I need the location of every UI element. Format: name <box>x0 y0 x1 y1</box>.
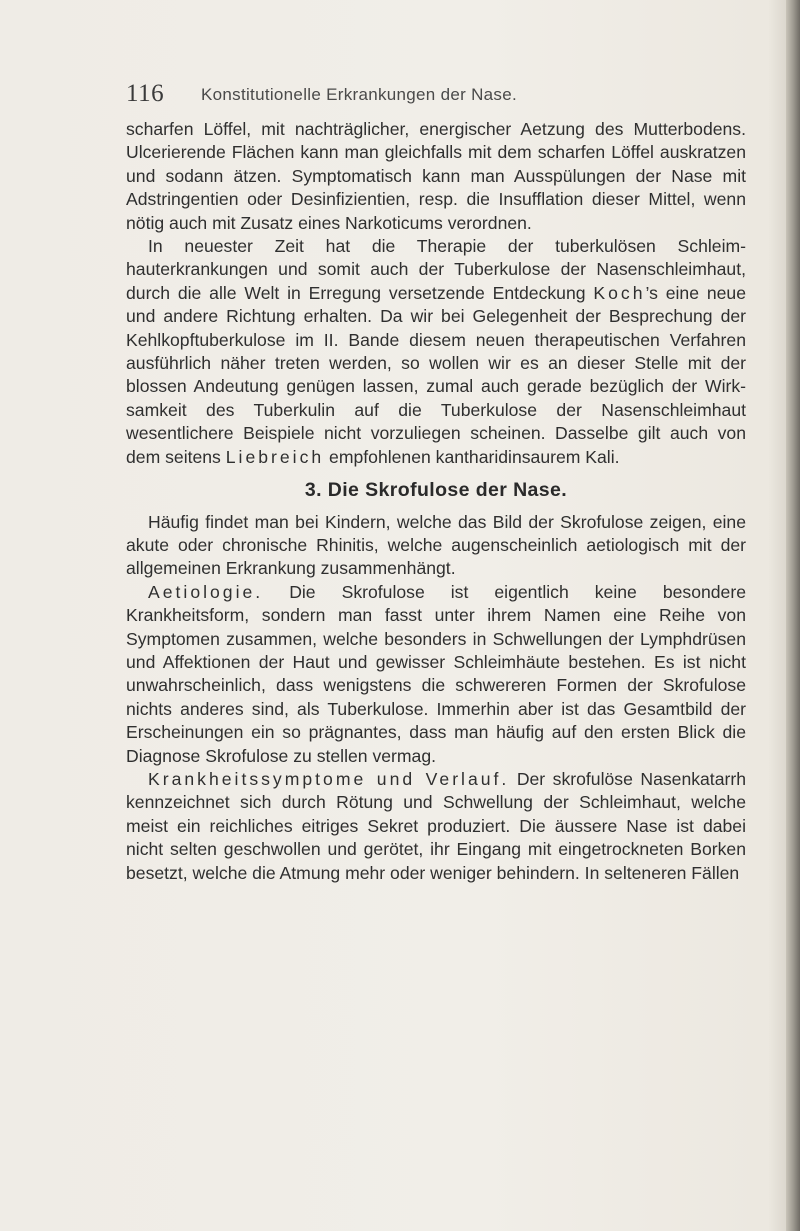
running-header <box>126 80 746 110</box>
subsection-label-symptome: Krankheitssymptome und Verlauf. <box>148 768 510 789</box>
paragraph-aetiologie <box>126 581 746 768</box>
paragraph-text: Der skrofulöse Nasenkatarrh kennzeichnet sich durch Rötung und Schwellung der Schleimhaut, welche meist ein reichliches eitriges Sekret produziert. Die äussere Nase ist dabei nicht selten geschwollen und gerötet, ihr Eingang mit eingetrockneten Borken besetzt, welche die Atmung mehr oder weniger behindern. In selteneren Fällen <box>126 768 746 883</box>
paragraph-intro-skrofulose: Häufig findet man bei Kindern, welche das Bild der Skrofulose zeigen, eine akute oder chronische Rhinitis, welche augenscheinlich aetiologisch mit der allgemeinen Erkrankung zusammenhängt. <box>126 511 746 579</box>
paragraph-therapy-continued: scharfen Löffel, mit nachträglicher, energischer Aetzung des Mutterbodens. Ulcerierende Flächen kann man gleichfalls mit dem scharfen Löffel auskratzen und sodann ätzen. Symptomatisch kann man Ausspülungen der Nase mit Adstringentien oder Desinfizientien, resp. die Insufflation dieser Mittel, wenn nötig auch mit Zusatz eines Narkoticums verordnen. <box>126 119 746 233</box>
paragraph-text: In neuester Zeit hat die Therapie der tuberkulösen Schleimhauterkrankungen und somit auch der Tuberkulose der Nasenschleimhaut, durch die alle Welt in Erregung versetzende Entdeckung <box>126 236 746 303</box>
section-heading: 3. Die Skrofulose der Nase. <box>304 479 568 502</box>
running-title: Konstitutionelle Erkrankungen der Nase. <box>201 85 517 104</box>
subsection-label-aetiologie: Aetiologie. <box>148 581 264 602</box>
page-edge-shadow <box>786 0 800 1231</box>
page-number: 116 <box>126 80 165 107</box>
paragraph-text: ’s eine neue und andere Richtung erhalten. Da wir bei Gelegenheit der Besprechung der Kehlkopftuberkulose im II. Bande diesem neuen therapeutischen Verfahren ausführlich näher treten werden, so wollen wir es an dieser Stelle mit der blossen Andeutung genügen lassen, zumal auch gerade bezüglich der Wirksamkeit des Tuberkulin auf die Tuberkulose der Nasenschleimhaut wesentlichere Beispiele nicht vorzuliegen scheinen. Dasselbe gilt auch von dem seitens <box>126 282 746 467</box>
paragraph-symptome <box>126 768 746 885</box>
body-text <box>126 118 746 885</box>
paragraph-text: empfohlenen kantharidinsaurem Kali. <box>324 446 620 467</box>
paragraph-text: Die Skrofulose ist eigentlich keine besondere Krankheitsform, sondern man fasst unter ihrem Namen eine Reihe von Symptomen zusammen, welche besonders in Schwellungen der Lymphdrüsen und Affektionen der Haut und gewisser Schleimhäute bestehen. Es ist nicht unwahrscheinlich, dass wenigstens die schwereren Formen der Skrofulose nichts anderes sind, als Tuberkulose. Immerhin aber ist das Gesamtbild der Erscheinungen ein so prägnantes, dass man häufig auf den ersten Blick die Diagnose Skrofulose zu stellen vermag. <box>126 581 746 766</box>
paragraph-tuberculin <box>126 235 746 469</box>
person-name-liebreich: Liebreich <box>225 446 325 467</box>
person-name-koch: Koch <box>593 282 646 303</box>
